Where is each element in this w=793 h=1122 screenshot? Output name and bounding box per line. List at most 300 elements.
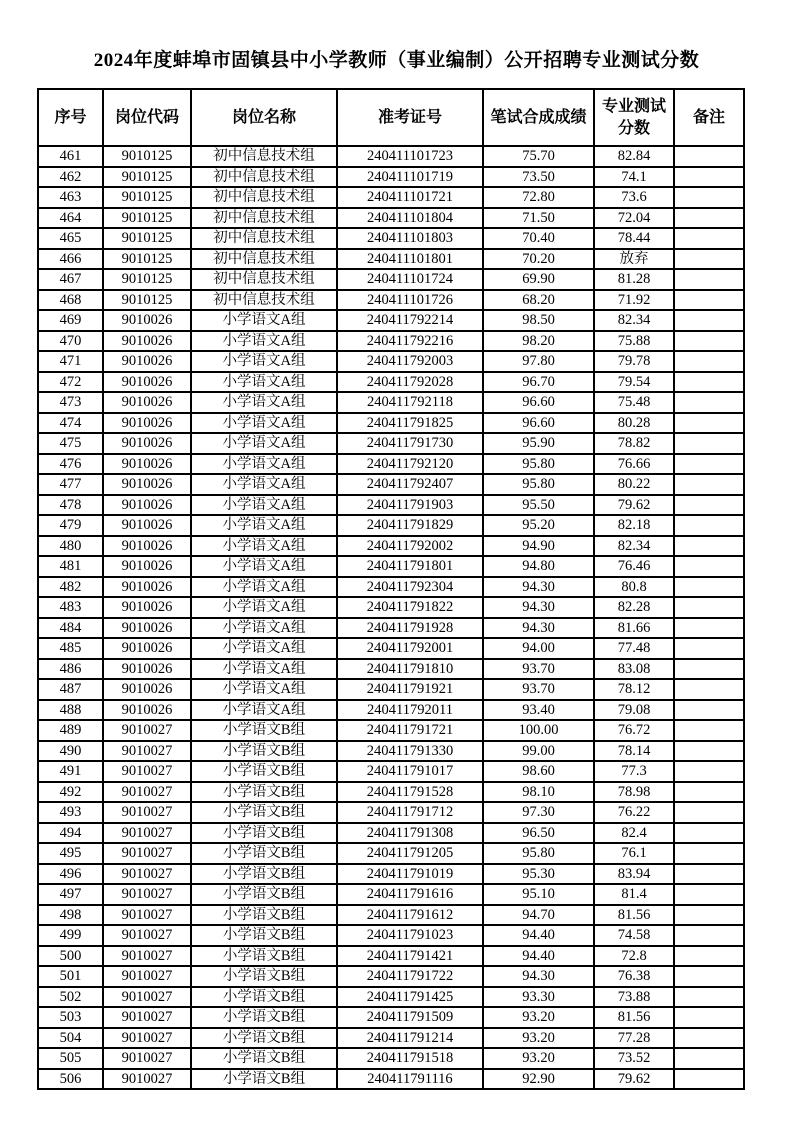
table-cell xyxy=(674,228,744,249)
table-cell: 95.10 xyxy=(483,884,594,905)
table-cell: 小学语文A组 xyxy=(191,351,337,372)
table-cell: 73.88 xyxy=(594,987,674,1008)
table-cell xyxy=(674,249,744,270)
page-title: 2024年度蚌埠市固镇县中小学教师（事业编制）公开招聘专业测试分数 xyxy=(93,50,700,71)
table-cell xyxy=(674,884,744,905)
table-cell: 75.70 xyxy=(483,146,594,167)
table-row xyxy=(38,187,744,208)
table-cell: 9010026 xyxy=(103,638,191,659)
table-cell: 93.70 xyxy=(483,659,594,680)
table-cell: 493 xyxy=(38,802,103,823)
table-cell: 9010026 xyxy=(103,310,191,331)
table-cell xyxy=(674,269,744,290)
table-cell: 240411792011 xyxy=(337,700,483,721)
table-cell: 490 xyxy=(38,741,103,762)
table-cell: 99.00 xyxy=(483,741,594,762)
table-cell: 小学语文B组 xyxy=(191,864,337,885)
table-cell: 240411101726 xyxy=(337,290,483,311)
table-cell xyxy=(674,966,744,987)
table-cell: 小学语文B组 xyxy=(191,720,337,741)
table-cell xyxy=(674,1007,744,1028)
table-cell: 240411101803 xyxy=(337,228,483,249)
table-cell: 小学语文B组 xyxy=(191,1069,337,1090)
table-cell: 240411791810 xyxy=(337,659,483,680)
table-cell: 9010027 xyxy=(103,884,191,905)
table-cell: 79.54 xyxy=(594,372,674,393)
table-cell: 240411791518 xyxy=(337,1048,483,1069)
table-cell: 504 xyxy=(38,1028,103,1049)
column-header: 准考证号 xyxy=(337,89,483,146)
table-cell: 240411791421 xyxy=(337,946,483,967)
table-cell: 240411792028 xyxy=(337,372,483,393)
table-row xyxy=(38,208,744,229)
table-cell: 80.22 xyxy=(594,474,674,495)
table-row xyxy=(38,618,744,639)
table-row xyxy=(38,864,744,885)
table-cell xyxy=(674,351,744,372)
table-cell: 75.88 xyxy=(594,331,674,352)
table-row xyxy=(38,638,744,659)
table-cell: 9010125 xyxy=(103,208,191,229)
table-cell: 小学语文A组 xyxy=(191,331,337,352)
table-cell: 小学语文A组 xyxy=(191,310,337,331)
table-cell xyxy=(674,638,744,659)
table-cell: 240411791023 xyxy=(337,925,483,946)
table-row xyxy=(38,1048,744,1069)
table-cell: 469 xyxy=(38,310,103,331)
table-cell: 81.4 xyxy=(594,884,674,905)
table-cell: 240411792304 xyxy=(337,577,483,598)
table-cell xyxy=(674,556,744,577)
table-cell: 240411791616 xyxy=(337,884,483,905)
column-header: 序号 xyxy=(38,89,103,146)
table-cell: 77.3 xyxy=(594,761,674,782)
table-cell: 240411101721 xyxy=(337,187,483,208)
table-cell: 初中信息技术组 xyxy=(191,146,337,167)
table-cell xyxy=(674,372,744,393)
table-cell: 483 xyxy=(38,597,103,618)
column-header: 备注 xyxy=(674,89,744,146)
header-row xyxy=(38,89,744,146)
table-cell: 98.50 xyxy=(483,310,594,331)
table-cell: 476 xyxy=(38,454,103,475)
table-cell xyxy=(674,700,744,721)
table-cell: 240411101723 xyxy=(337,146,483,167)
table-cell: 96.50 xyxy=(483,823,594,844)
table-cell: 小学语文B组 xyxy=(191,1048,337,1069)
table-cell: 83.08 xyxy=(594,659,674,680)
table-cell: 9010125 xyxy=(103,290,191,311)
table-cell: 76.38 xyxy=(594,966,674,987)
table-body xyxy=(38,146,744,1089)
table-cell: 72.8 xyxy=(594,946,674,967)
table-cell: 240411791730 xyxy=(337,433,483,454)
table-cell: 9010027 xyxy=(103,782,191,803)
table-cell: 480 xyxy=(38,536,103,557)
table-cell: 9010125 xyxy=(103,167,191,188)
table-cell: 小学语文B组 xyxy=(191,761,337,782)
table-cell: 93.20 xyxy=(483,1048,594,1069)
table-cell: 482 xyxy=(38,577,103,598)
table-cell: 240411791205 xyxy=(337,843,483,864)
table-cell: 76.46 xyxy=(594,556,674,577)
table-cell xyxy=(674,167,744,188)
table-cell: 小学语文B组 xyxy=(191,966,337,987)
table-cell: 240411792214 xyxy=(337,310,483,331)
table-cell: 240411791528 xyxy=(337,782,483,803)
table-cell: 76.22 xyxy=(594,802,674,823)
table-cell: 9010027 xyxy=(103,720,191,741)
table-row xyxy=(38,884,744,905)
table-cell: 95.20 xyxy=(483,515,594,536)
table-cell: 70.40 xyxy=(483,228,594,249)
table-cell: 93.30 xyxy=(483,987,594,1008)
table-cell: 240411792002 xyxy=(337,536,483,557)
table-cell: 78.44 xyxy=(594,228,674,249)
table-cell: 小学语文A组 xyxy=(191,536,337,557)
table-cell xyxy=(674,413,744,434)
table-cell: 9010026 xyxy=(103,454,191,475)
table-cell: 240411791116 xyxy=(337,1069,483,1090)
table-cell: 73.6 xyxy=(594,187,674,208)
table-row xyxy=(38,782,744,803)
table-cell xyxy=(674,474,744,495)
column-header: 岗位名称 xyxy=(191,89,337,146)
table-cell xyxy=(674,618,744,639)
table-row xyxy=(38,700,744,721)
table-cell: 9010027 xyxy=(103,966,191,987)
table-cell: 95.50 xyxy=(483,495,594,516)
table-cell: 小学语文A组 xyxy=(191,618,337,639)
table-cell: 9010125 xyxy=(103,269,191,290)
table-cell: 96.60 xyxy=(483,413,594,434)
column-header: 岗位代码 xyxy=(103,89,191,146)
table-cell: 小学语文A组 xyxy=(191,515,337,536)
table-row xyxy=(38,659,744,680)
table-cell: 498 xyxy=(38,905,103,926)
table-cell: 240411792003 xyxy=(337,351,483,372)
table-cell: 9010027 xyxy=(103,925,191,946)
table-cell: 76.72 xyxy=(594,720,674,741)
table-cell: 80.8 xyxy=(594,577,674,598)
table-cell: 小学语文A组 xyxy=(191,392,337,413)
table-row xyxy=(38,331,744,352)
table-cell: 240411791722 xyxy=(337,966,483,987)
table-cell: 461 xyxy=(38,146,103,167)
table-cell: 83.94 xyxy=(594,864,674,885)
table-row xyxy=(38,474,744,495)
table-cell: 240411792120 xyxy=(337,454,483,475)
table-cell: 93.70 xyxy=(483,679,594,700)
table-cell: 240411791801 xyxy=(337,556,483,577)
table-cell: 94.40 xyxy=(483,946,594,967)
table-cell: 470 xyxy=(38,331,103,352)
table-cell: 9010026 xyxy=(103,659,191,680)
table-cell: 小学语文A组 xyxy=(191,413,337,434)
table-cell: 82.34 xyxy=(594,310,674,331)
table-cell: 466 xyxy=(38,249,103,270)
table-cell xyxy=(674,392,744,413)
table-row xyxy=(38,269,744,290)
table-cell: 9010026 xyxy=(103,577,191,598)
table-cell: 485 xyxy=(38,638,103,659)
table-row xyxy=(38,146,744,167)
table-cell: 9010027 xyxy=(103,946,191,967)
table-cell: 500 xyxy=(38,946,103,967)
table-cell: 488 xyxy=(38,700,103,721)
table-cell xyxy=(674,905,744,926)
table-cell: 9010026 xyxy=(103,597,191,618)
table-cell: 小学语文B组 xyxy=(191,843,337,864)
table-cell: 小学语文B组 xyxy=(191,741,337,762)
table-cell: 76.1 xyxy=(594,843,674,864)
table-row xyxy=(38,823,744,844)
table-cell: 82.18 xyxy=(594,515,674,536)
table-cell: 240411791330 xyxy=(337,741,483,762)
table-cell xyxy=(674,454,744,475)
table-row xyxy=(38,290,744,311)
table-cell: 73.50 xyxy=(483,167,594,188)
table-cell: 77.28 xyxy=(594,1028,674,1049)
table-row xyxy=(38,597,744,618)
table-cell: 240411791829 xyxy=(337,515,483,536)
table-cell: 初中信息技术组 xyxy=(191,269,337,290)
table-cell: 9010027 xyxy=(103,1048,191,1069)
table-cell: 79.78 xyxy=(594,351,674,372)
table-cell xyxy=(674,515,744,536)
table-row xyxy=(38,249,744,270)
table-cell: 81.28 xyxy=(594,269,674,290)
table-cell: 95.80 xyxy=(483,474,594,495)
table-cell: 98.60 xyxy=(483,761,594,782)
table-cell xyxy=(674,577,744,598)
table-cell: 486 xyxy=(38,659,103,680)
table-cell: 放弃 xyxy=(594,249,674,270)
table-cell: 464 xyxy=(38,208,103,229)
table-cell: 240411101804 xyxy=(337,208,483,229)
table-row xyxy=(38,1028,744,1049)
table-row xyxy=(38,413,744,434)
table-cell xyxy=(674,208,744,229)
table-cell: 81.56 xyxy=(594,905,674,926)
table-cell: 小学语文B组 xyxy=(191,884,337,905)
table-row xyxy=(38,843,744,864)
table-cell: 9010026 xyxy=(103,515,191,536)
table-cell: 479 xyxy=(38,515,103,536)
table-cell: 79.08 xyxy=(594,700,674,721)
table-cell: 93.20 xyxy=(483,1028,594,1049)
table-cell: 9010125 xyxy=(103,187,191,208)
table-cell: 94.40 xyxy=(483,925,594,946)
table-cell xyxy=(674,310,744,331)
table-cell: 小学语文A组 xyxy=(191,495,337,516)
table-cell: 9010027 xyxy=(103,802,191,823)
table-cell: 小学语文B组 xyxy=(191,987,337,1008)
table-cell xyxy=(674,536,744,557)
table-cell: 240411791928 xyxy=(337,618,483,639)
table-cell: 96.60 xyxy=(483,392,594,413)
table-cell: 240411791509 xyxy=(337,1007,483,1028)
table-cell xyxy=(674,290,744,311)
table-cell: 474 xyxy=(38,413,103,434)
table-cell: 9010027 xyxy=(103,1007,191,1028)
table-row xyxy=(38,536,744,557)
table-cell: 9010027 xyxy=(103,1069,191,1090)
table-row xyxy=(38,802,744,823)
table-row xyxy=(38,946,744,967)
table-cell xyxy=(674,1069,744,1090)
table-cell: 75.48 xyxy=(594,392,674,413)
table-cell: 78.82 xyxy=(594,433,674,454)
table-cell xyxy=(674,331,744,352)
table-cell: 473 xyxy=(38,392,103,413)
table-row xyxy=(38,925,744,946)
table-cell: 9010125 xyxy=(103,249,191,270)
table-cell: 9010026 xyxy=(103,618,191,639)
table-header xyxy=(38,89,744,146)
table-cell xyxy=(674,823,744,844)
table-cell: 97.80 xyxy=(483,351,594,372)
table-cell: 94.30 xyxy=(483,577,594,598)
table-cell: 471 xyxy=(38,351,103,372)
table-cell: 240411792216 xyxy=(337,331,483,352)
table-row xyxy=(38,577,744,598)
table-row xyxy=(38,761,744,782)
table-cell: 468 xyxy=(38,290,103,311)
table-cell: 小学语文B组 xyxy=(191,823,337,844)
table-cell: 77.48 xyxy=(594,638,674,659)
table-cell xyxy=(674,1048,744,1069)
table-cell: 478 xyxy=(38,495,103,516)
table-cell xyxy=(674,433,744,454)
table-row xyxy=(38,987,744,1008)
table-cell xyxy=(674,679,744,700)
table-cell: 98.10 xyxy=(483,782,594,803)
table-cell: 9010027 xyxy=(103,843,191,864)
table-cell: 73.52 xyxy=(594,1048,674,1069)
table-cell: 495 xyxy=(38,843,103,864)
table-cell: 小学语文A组 xyxy=(191,556,337,577)
table-cell: 小学语文A组 xyxy=(191,659,337,680)
table-cell: 93.40 xyxy=(483,700,594,721)
table-cell: 501 xyxy=(38,966,103,987)
table-cell xyxy=(674,987,744,1008)
table-cell: 240411791712 xyxy=(337,802,483,823)
table-cell: 76.66 xyxy=(594,454,674,475)
table-row xyxy=(38,679,744,700)
table-row xyxy=(38,167,744,188)
table-cell: 477 xyxy=(38,474,103,495)
table-cell: 497 xyxy=(38,884,103,905)
table-cell: 463 xyxy=(38,187,103,208)
table-cell: 487 xyxy=(38,679,103,700)
table-cell: 小学语文B组 xyxy=(191,782,337,803)
table-cell: 小学语文B组 xyxy=(191,946,337,967)
table-cell: 240411101719 xyxy=(337,167,483,188)
table-cell: 72.80 xyxy=(483,187,594,208)
table-row xyxy=(38,1069,744,1090)
table-cell: 93.20 xyxy=(483,1007,594,1028)
table-cell: 78.14 xyxy=(594,741,674,762)
table-cell xyxy=(674,946,744,967)
table-cell: 小学语文A组 xyxy=(191,474,337,495)
table-cell xyxy=(674,782,744,803)
table-cell: 小学语文A组 xyxy=(191,433,337,454)
table-cell: 240411791425 xyxy=(337,987,483,1008)
table-cell: 74.58 xyxy=(594,925,674,946)
table-cell: 94.00 xyxy=(483,638,594,659)
table-cell: 9010026 xyxy=(103,536,191,557)
table-row xyxy=(38,454,744,475)
table-row xyxy=(38,966,744,987)
table-cell: 505 xyxy=(38,1048,103,1069)
table-cell: 9010026 xyxy=(103,679,191,700)
table-cell: 74.1 xyxy=(594,167,674,188)
table-cell: 小学语文A组 xyxy=(191,372,337,393)
table-cell: 240411101801 xyxy=(337,249,483,270)
table-cell: 81.66 xyxy=(594,618,674,639)
table-cell: 98.20 xyxy=(483,331,594,352)
table-cell: 94.70 xyxy=(483,905,594,926)
table-row xyxy=(38,515,744,536)
table-cell: 9010026 xyxy=(103,474,191,495)
table-cell xyxy=(674,741,744,762)
table-cell: 97.30 xyxy=(483,802,594,823)
table-cell: 9010026 xyxy=(103,392,191,413)
table-row xyxy=(38,741,744,762)
table-cell xyxy=(674,1028,744,1049)
table-cell: 82.4 xyxy=(594,823,674,844)
table-cell xyxy=(674,925,744,946)
table-cell xyxy=(674,187,744,208)
table-cell: 92.90 xyxy=(483,1069,594,1090)
table-cell: 100.00 xyxy=(483,720,594,741)
table-cell: 9010026 xyxy=(103,413,191,434)
table-cell: 9010026 xyxy=(103,351,191,372)
table-row xyxy=(38,310,744,331)
table-cell: 小学语文B组 xyxy=(191,1028,337,1049)
table-cell: 9010027 xyxy=(103,864,191,885)
table-cell: 462 xyxy=(38,167,103,188)
table-cell: 96.70 xyxy=(483,372,594,393)
table-cell: 小学语文A组 xyxy=(191,679,337,700)
table-row xyxy=(38,556,744,577)
table-row xyxy=(38,720,744,741)
table-cell: 240411101724 xyxy=(337,269,483,290)
table-row xyxy=(38,351,744,372)
table-cell: 240411791921 xyxy=(337,679,483,700)
table-cell: 9010027 xyxy=(103,987,191,1008)
table-cell: 初中信息技术组 xyxy=(191,249,337,270)
table-cell: 95.30 xyxy=(483,864,594,885)
table-cell: 9010027 xyxy=(103,741,191,762)
table-cell: 489 xyxy=(38,720,103,741)
table-row xyxy=(38,392,744,413)
table-cell: 467 xyxy=(38,269,103,290)
table-cell: 94.80 xyxy=(483,556,594,577)
table-cell: 503 xyxy=(38,1007,103,1028)
score-table xyxy=(37,88,745,1090)
table-row xyxy=(38,905,744,926)
table-cell: 小学语文B组 xyxy=(191,905,337,926)
table-cell: 95.90 xyxy=(483,433,594,454)
table-cell: 小学语文A组 xyxy=(191,638,337,659)
table-cell: 240411791822 xyxy=(337,597,483,618)
table-cell: 240411792118 xyxy=(337,392,483,413)
table-cell: 9010027 xyxy=(103,1028,191,1049)
table-cell: 小学语文A组 xyxy=(191,454,337,475)
table-cell xyxy=(674,843,744,864)
